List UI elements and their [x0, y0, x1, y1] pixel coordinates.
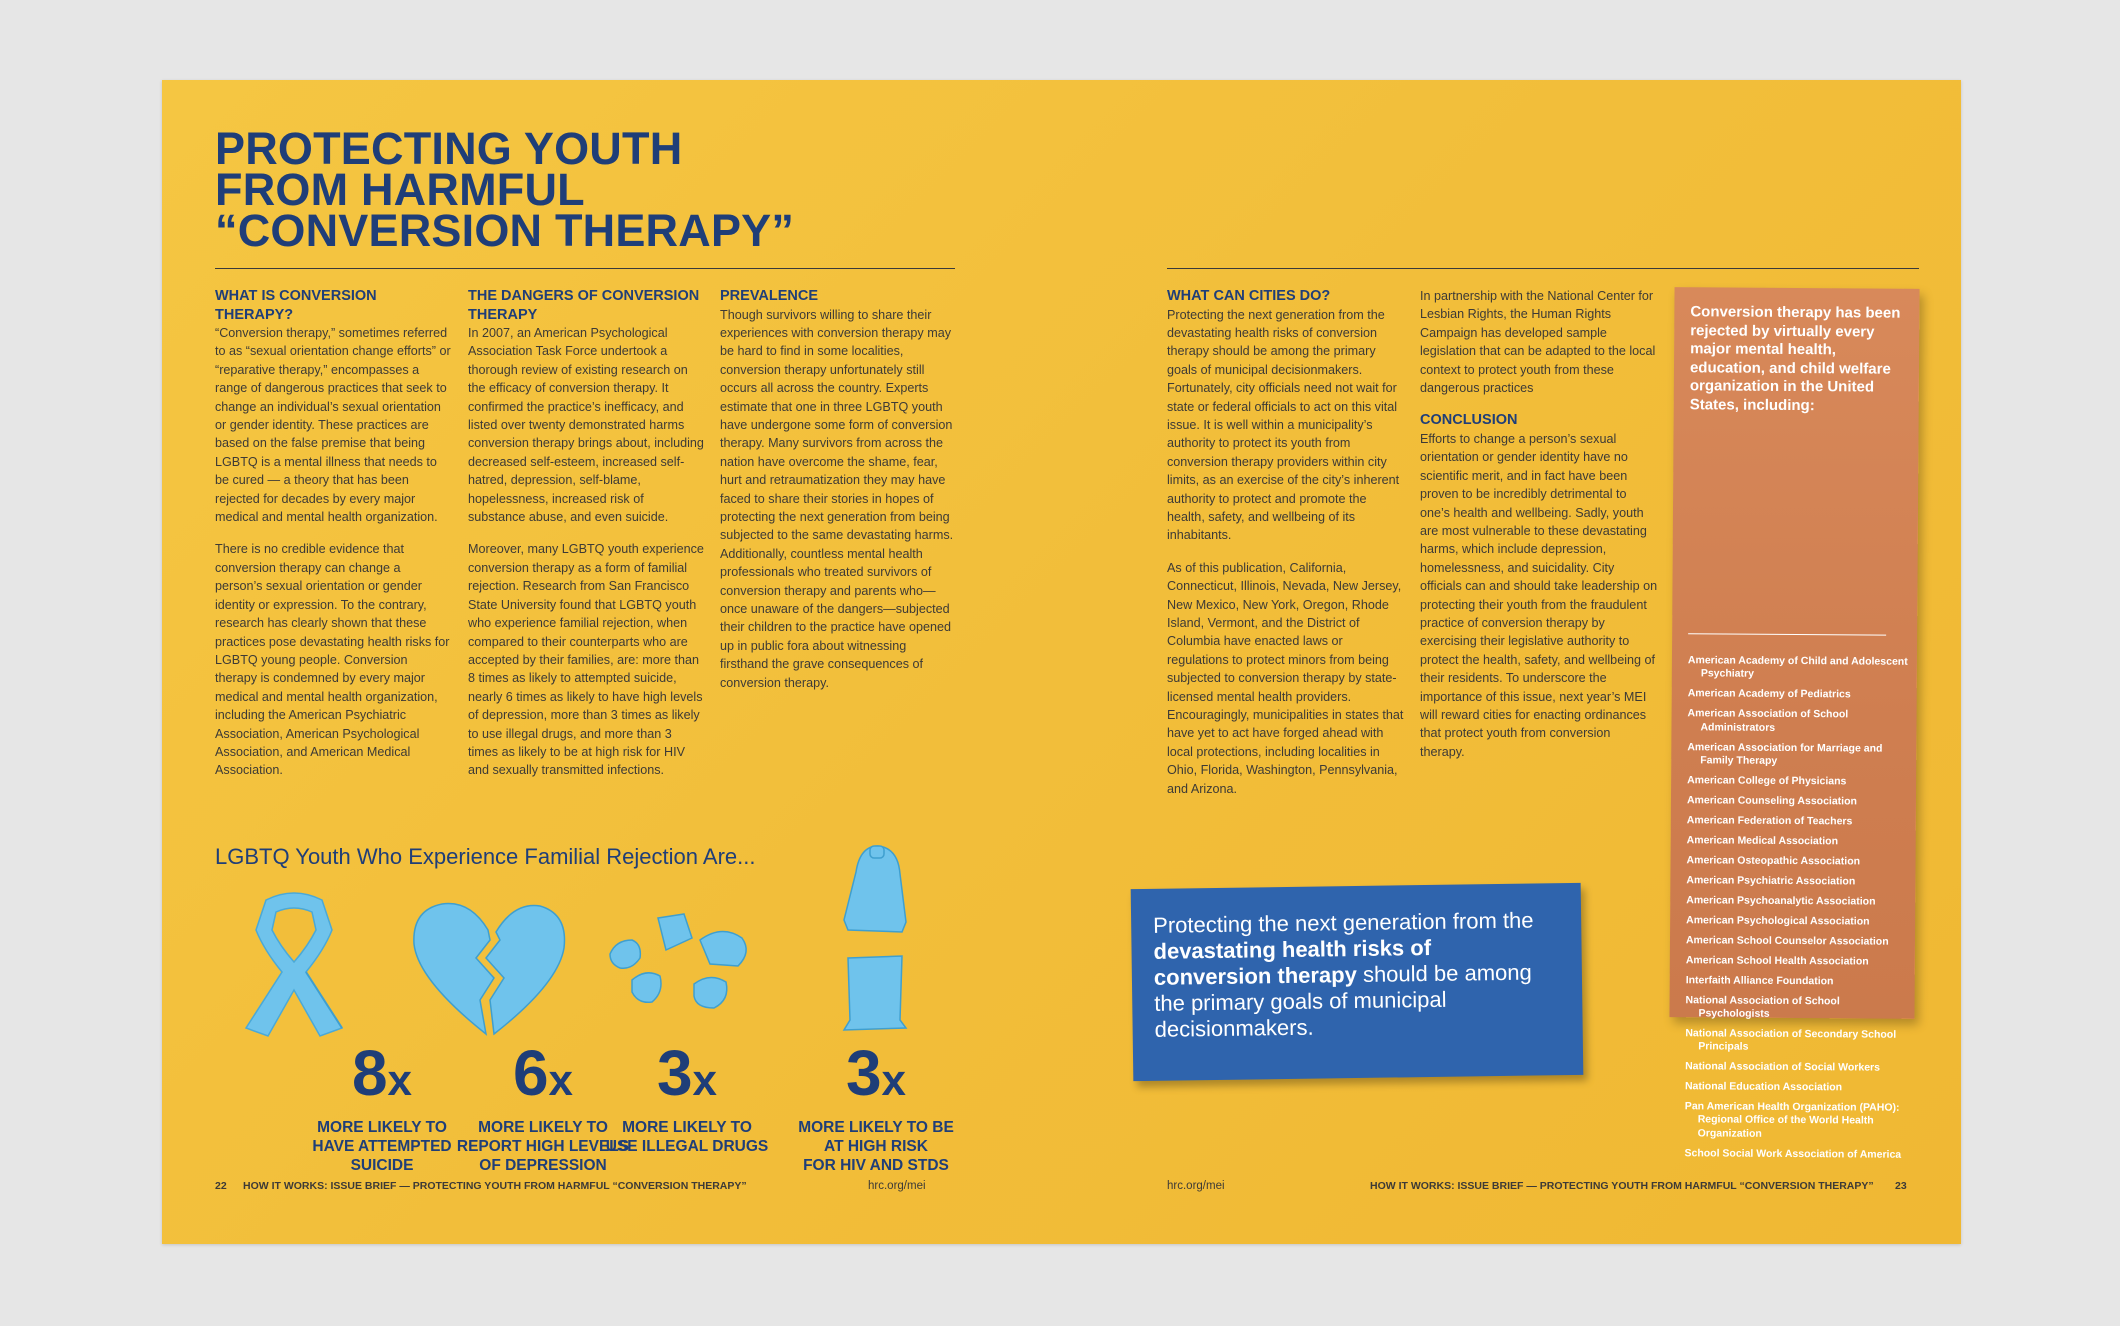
- stat-desc-line: AT HIGH RISK: [824, 1138, 928, 1155]
- stat-suffix: x: [387, 1056, 413, 1105]
- organization-item: American Counseling Association: [1686, 794, 1857, 808]
- column-prevalence: [720, 287, 956, 706]
- section-heading: THE DANGERS OF CONVERSION THERAPY: [468, 288, 700, 323]
- section-heading: CONCLUSION: [1420, 412, 1518, 429]
- title-line: PROTECTING YOUTH: [215, 123, 683, 174]
- paragraph: Moreover, many LGBTQ youth experience conversion therapy as a form of familial rejection. Research from San Francisco State University found that LGBTQ youth who experience familial rejection, when compared to their counterparts who are accepted by their families, are: more than 8 times as likely to attempted suicide, nearly 6 times as likely to have high levels of depression, more than 3 times as likely to use illegal drugs, and more than 3 times as likely to be at high risk for HIV and sexually transmitted infections.: [468, 542, 704, 778]
- section-heading: WHAT IS CONVERSION THERAPY?: [215, 288, 377, 323]
- condom-icon: [826, 842, 926, 1042]
- left-divider: [215, 268, 955, 269]
- sidebar-lead: Conversion therapy has been rejected by virtually every major mental health, education, and child welfare organization in the United States, including:: [1689, 303, 1901, 414]
- quote-text: Protecting the next generation from the: [1153, 907, 1534, 938]
- quote-emphasis: devastating health risks of conversion therapy: [1153, 934, 1432, 990]
- organization-item: American Association for Marriage and Family Therapy: [1687, 740, 1883, 767]
- organization-item: Pan American Health Organization (PAHO): Regional Office of the World Health Organization: [1684, 1100, 1900, 1140]
- title-line: FROM HARMFUL: [215, 164, 585, 215]
- page-title: [215, 123, 795, 256]
- stat-suffix: x: [881, 1056, 907, 1105]
- brochure-spread: [162, 80, 1961, 1244]
- paragraph: Though survivors willing to share their experiences with conversion therapy may be hard to find in some localities, conversion therapy unfortunately still occurs all across the country. Experts estimate that one in three LGBTQ youth have undergone some form of conversion therapy. Many survivors from across the nation have overcome the shame, fear, hurt and retraumatization they may have faced to share their stories in hopes of protecting the next generation from being subjected to the same devastating harms. Additionally, countless mental health professionals who treated survivors of conversion therapy and parents who—once unaware of the dangers—subjected their children to the practice have opened up in public fora about witnessing firsthand the grave consequences of conversion therapy.: [720, 307, 954, 690]
- column-dangers: [468, 287, 704, 794]
- section-heading: WHAT CAN CITIES DO?: [1167, 288, 1331, 304]
- paragraph: In partnership with the National Center for Lesbian Rights, the Human Rights Campaign has developed sample legislation that can be adapted to the local context to protect youth from these dangerous practices: [1420, 289, 1656, 396]
- stat-drugs: [597, 1037, 777, 1156]
- organization-item: American Medical Association: [1686, 834, 1839, 848]
- stat-number: 8: [351, 1037, 388, 1109]
- organization-item: National Education Association: [1684, 1080, 1843, 1094]
- organization-item: School Social Work Association of America: [1684, 1147, 1902, 1161]
- stat-desc-line: MORE LIKELY TO: [622, 1119, 752, 1136]
- stat-number: 3: [845, 1037, 882, 1109]
- page-number-left: 22: [215, 1180, 227, 1192]
- column-what-is: [215, 287, 451, 794]
- organization-item: National Association of School Psychologists: [1685, 993, 1840, 1020]
- stat-desc-line: FOR HIV AND STDS: [803, 1157, 949, 1174]
- stat-desc-line: HAVE ATTEMPTED: [312, 1138, 452, 1155]
- section-heading: PREVALENCE: [720, 288, 819, 304]
- organizations-sidebar: [1669, 287, 1919, 1161]
- infographic-subhead: LGBTQ Youth Who Experience Familial Rejection Are...: [215, 844, 756, 869]
- stat-desc-line: OF DEPRESSION: [479, 1157, 607, 1174]
- organization-item: American Psychiatric Association: [1686, 874, 1856, 888]
- ribbon-icon: [224, 890, 364, 1040]
- stat-number: 3: [656, 1037, 693, 1109]
- organization-item: American Academy of Child and Adolescent Psychiatry: [1687, 654, 1908, 681]
- pills-icon: [602, 910, 772, 1030]
- stat-suffix: x: [692, 1056, 718, 1105]
- organization-item: Interfaith Alliance Foundation: [1685, 973, 1834, 987]
- stat-suicide: [292, 1037, 472, 1175]
- broken-heart-icon: [410, 900, 570, 1040]
- sidebar-divider: [1688, 633, 1886, 635]
- organization-list: [1684, 654, 1913, 1168]
- paragraph: “Conversion therapy,” sometimes referred to as “sexual orientation change efforts” or “reparative therapy,” encompasses a range of dangerous practices that seek to change an individual’s sexual orientation or gender identity. These practices are based on the false premise that being LGBTQ is a mental illness that needs to be cured — a theory that has been rejected for decades by every major medical and mental health organization.: [215, 326, 451, 525]
- paragraph: In 2007, an American Psychological Association Task Force undertook a thorough review of existing research on the efficacy of conversion therapy. It confirmed the practice’s inefficacy, and listed over twenty demonstrated harms conversion therapy brings about, including decreased self-esteem, increased self-hatred, depression, self-blame, hopelessness, increased risk of substance abuse, and even suicide.: [468, 326, 704, 525]
- stat-hiv: [786, 1037, 966, 1175]
- pull-quote-box: [1131, 883, 1584, 1081]
- pull-quote: [1153, 907, 1555, 1043]
- paragraph: There is no credible evidence that conversion therapy can change a person’s sexual orientation or gender identity or expression. To the contrary, research has clearly shown that these practices pose devastating health risks for LGBTQ young people. Conversion therapy is condemned by every major medical and mental health organization, including the American Psychiatric Association, American Psychological Association, and American Medical Association.: [215, 542, 450, 778]
- paragraph: Protecting the next generation from the devastating health risks of conversion therapy should be among the primary goals of municipal decisionmakers. Fortunately, city officials need not wait for state or federal officials to act on this vital issue. It is well within a municipality’s authority to protect its youth from conversion therapy providers within city limits, as an exercise of the city’s inherent authority to protect and promote the health, safety, and wellbeing of its inhabitants.: [1167, 307, 1400, 543]
- organization-item: American Psychoanalytic Association: [1686, 893, 1876, 908]
- organization-item: American Association of School Administrators: [1687, 707, 1849, 734]
- url-right[interactable]: hrc.org/mei: [1167, 1180, 1225, 1192]
- organization-item: American College of Physicians: [1687, 774, 1847, 788]
- column-cities: [1167, 287, 1405, 812]
- stat-number: 6: [512, 1037, 549, 1109]
- running-title-right: HOW IT WORKS: ISSUE BRIEF — PROTECTING YOUTH FROM HARMFUL “CONVERSION THERAPY”: [1370, 1180, 1874, 1192]
- organization-item: American Osteopathic Association: [1686, 854, 1861, 868]
- organization-item: American School Health Association: [1685, 953, 1869, 968]
- stat-desc-line: MORE LIKELY TO: [478, 1119, 608, 1136]
- stat-desc-line: MORE LIKELY TO BE: [798, 1119, 954, 1136]
- paragraph: As of this publication, California, Connecticut, Illinois, Nevada, New Jersey, New Mexico, New York, Oregon, Rhode Island, Vermont, and the District of Columbia have enacted laws or regulations to protect minors from being subjected to conversion therapy by state-licensed mental health providers. Encouragingly, municipalities in states that have yet to act have forged ahead with local protections, including localities in Ohio, Florida, Washington, Pennsylvania, and Arizona.: [1167, 560, 1404, 796]
- stat-desc-line: SUICIDE: [350, 1157, 414, 1174]
- paragraph: Efforts to change a person’s sexual orientation or gender identity have no scientific merit, and in fact have been proven to be incredibly detrimental to one’s health and wellbeing. Sadly, youth are most vulnerable to these devastating harms, which include depression, homelessness, and suicidality. City officials can and should take leadership on protecting their youth from the fraudulent practice of conversion therapy by exercising their legislative authority to protect the health, safety, and wellbeing of their residents. To underscore the importance of this issue, next year’s MEI will reward cities for enacting ordinances that protect youth from conversion therapy.: [1420, 431, 1658, 759]
- organization-item: National Association of Social Workers: [1685, 1060, 1881, 1074]
- stat-desc-line: USE ILLEGAL DRUGS: [605, 1138, 769, 1155]
- stat-desc-line: REPORT HIGH LEVELS: [456, 1138, 630, 1155]
- url-left[interactable]: hrc.org/mei: [868, 1180, 926, 1192]
- column-conclusion: [1420, 287, 1658, 775]
- right-divider: [1167, 268, 1919, 269]
- organization-item: American School Counselor Association: [1685, 933, 1889, 948]
- running-title-left: HOW IT WORKS: ISSUE BRIEF — PROTECTING YOUTH FROM HARMFUL “CONVERSION THERAPY”: [243, 1180, 747, 1192]
- quote-text: should be among the primary goals of municipal decisionmakers.: [1154, 959, 1532, 1042]
- page-number-right: 23: [1895, 1180, 1907, 1192]
- organization-item: American Academy of Pediatrics: [1687, 687, 1851, 701]
- organization-item: American Psychological Association: [1686, 913, 1870, 928]
- stat-desc-line: MORE LIKELY TO: [317, 1119, 447, 1136]
- organization-item: National Association of Secondary School Principals: [1685, 1027, 1897, 1053]
- organization-item: American Federation of Teachers: [1686, 814, 1853, 828]
- title-line: “CONVERSION THERAPY”: [215, 205, 795, 256]
- stat-suffix: x: [548, 1056, 574, 1105]
